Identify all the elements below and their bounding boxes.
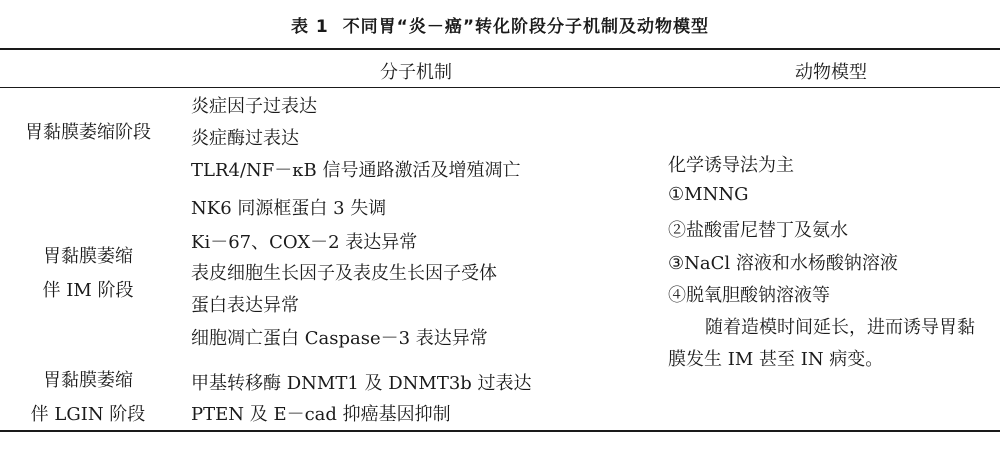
mechanism-line: 细胞凋亡蛋白 Caspase－3 表达异常 <box>191 328 488 349</box>
mechanism-line: 甲基转移酶 DNMT1 及 DNMT3b 过表达 <box>191 373 532 394</box>
model-note-continued: 膜发生 IM 甚至 IN 病变。 <box>668 349 884 370</box>
stage-label-continued: 伴 LGIN 阶段 <box>30 404 146 425</box>
table-header-rule <box>0 87 1000 88</box>
mechanism-line: 炎症因子过表达 <box>191 96 317 117</box>
stage-label: 胃黏膜萎缩阶段 <box>25 122 151 143</box>
stage-label: 胃黏膜萎缩 <box>43 246 133 267</box>
mechanism-line: 炎症酶过表达 <box>191 128 299 149</box>
table-top-rule <box>0 48 1000 50</box>
stage-cell-2 <box>0 240 176 308</box>
table-caption <box>0 12 1000 37</box>
table-title: 不同胃“炎－癌”转化阶段分子机制及动物模型 <box>342 17 710 37</box>
model-intro: 化学诱导法为主 <box>668 155 794 176</box>
mechanism-line: TLR4/NF－κB 信号通路激活及增殖凋亡 <box>191 160 521 181</box>
mechanism-line: 表皮细胞生长因子及表皮生长因子受体 <box>191 263 497 284</box>
header-model: 动物模型 <box>795 62 867 83</box>
stage-cell-1 <box>0 116 176 150</box>
table-number: 表 1 <box>290 17 329 37</box>
mechanism-line: 蛋白表达异常 <box>191 295 299 316</box>
stage-cell-3 <box>0 364 176 432</box>
table-bottom-rule <box>0 430 1000 432</box>
header-mechanism: 分子机制 <box>380 62 452 83</box>
model-item: ③NaCl 溶液和水杨酸钠溶液 <box>668 253 898 274</box>
model-item: ④脱氧胆酸钠溶液等 <box>668 285 830 306</box>
model-item: ①MNNG <box>668 184 749 205</box>
stage-label: 胃黏膜萎缩 <box>43 370 133 391</box>
mechanism-line: PTEN 及 E－cad 抑癌基因抑制 <box>191 404 451 425</box>
stage-label-continued: 伴 IM 阶段 <box>42 280 134 301</box>
model-note: 随着造模时间延长，进而诱导胃黏 <box>705 317 975 338</box>
model-item: ②盐酸雷尼替丁及氨水 <box>668 220 848 241</box>
mechanism-line: Ki－67、COX－2 表达异常 <box>191 232 418 253</box>
mechanism-line: NK6 同源框蛋白 3 失调 <box>191 198 387 219</box>
